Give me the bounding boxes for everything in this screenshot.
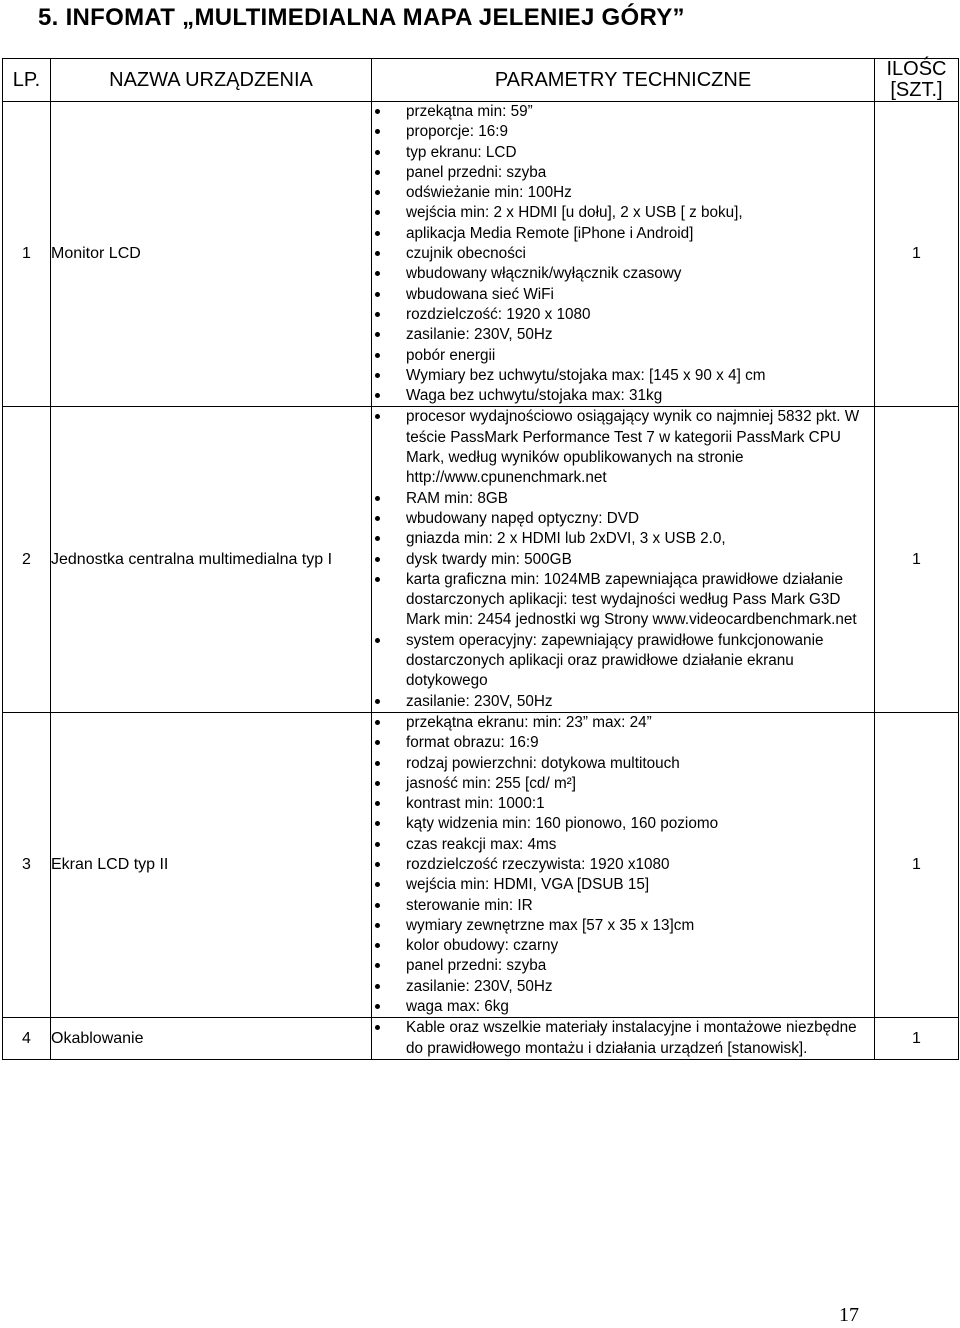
header-quantity-line2: [SZT.] <box>890 79 943 101</box>
device-name: Okablowanie <box>51 1018 372 1060</box>
param-item: sterowanie min: IR <box>372 896 870 916</box>
param-item: kolor obudowy: czarny <box>372 936 870 956</box>
param-item: kontrast min: 1000:1 <box>372 794 870 814</box>
param-item: panel przedni: szyba <box>372 956 870 976</box>
table-header-row <box>3 59 959 102</box>
params-list <box>372 1018 874 1059</box>
param-item: zasilanie: 230V, 50Hz <box>372 325 870 345</box>
params-cell <box>372 712 875 1017</box>
param-item: gniazda min: 2 x HDMI lub 2xDVI, 3 x USB 2.0, <box>372 529 870 549</box>
table-row <box>3 102 959 407</box>
param-item: wbudowany włącznik/wyłącznik czasowy <box>372 264 870 284</box>
device-name: Monitor LCD <box>51 102 372 407</box>
param-item: wejścia min: 2 x HDMI [u dołu], 2 x USB [ z boku], <box>372 203 870 223</box>
params-cell <box>372 102 875 407</box>
header-device-name: NAZWA URZĄDZENIA <box>51 59 372 102</box>
params-list <box>372 102 874 406</box>
table-row <box>3 407 959 712</box>
row-number: 2 <box>3 407 51 712</box>
params-cell <box>372 1018 875 1060</box>
param-item: wbudowany napęd optyczny: DVD <box>372 509 870 529</box>
row-number: 4 <box>3 1018 51 1060</box>
device-name: Jednostka centralna multimedialna typ I <box>51 407 372 712</box>
param-item: format obrazu: 16:9 <box>372 733 870 753</box>
row-number: 3 <box>3 712 51 1017</box>
param-item: wymiary zewnętrzne max [57 x 35 x 13]cm <box>372 916 870 936</box>
param-item: jasność min: 255 [cd/ m²] <box>372 774 870 794</box>
param-item: kąty widzenia min: 160 pionowo, 160 poziomo <box>372 814 870 834</box>
param-item: pobór energii <box>372 346 870 366</box>
param-item: typ ekranu: LCD <box>372 143 870 163</box>
page-number: 17 <box>839 1304 859 1326</box>
param-item: Waga bez uchwytu/stojaka max: 31kg <box>372 386 870 406</box>
param-item: wbudowana sieć WiFi <box>372 285 870 305</box>
param-item: procesor wydajnościowo osiągający wynik co najmniej 5832 pkt. W teście PassMark Performance Test 7 w kategorii PassMark CPU Mark, według wyników opublikowanych na stronie http://www.cpunenchmark.net <box>372 407 870 488</box>
param-item: karta graficzna min: 1024MB zapewniająca prawidłowe działanie dostarczonych aplikacji: test wydajności według Pass Mark G3D Mark min: 2454 jednostki wg Strony www.videocardbenchmark.net <box>372 570 870 631</box>
section-title: 5. INFOMAT „MULTIMEDIALNA MAPA JELENIEJ GÓRY” <box>38 4 685 31</box>
header-lp: LP. <box>3 59 51 102</box>
equipment-spec-table <box>2 58 959 1060</box>
header-technical-params: PARAMETRY TECHNICZNE <box>372 59 875 102</box>
param-item: czas reakcji max: 4ms <box>372 835 870 855</box>
param-item: przekątna ekranu: min: 23” max: 24” <box>372 713 870 733</box>
table-row <box>3 712 959 1017</box>
param-item: Kable oraz wszelkie materiały instalacyjne i montażowe niezbędne do prawidłowego montażu i działania urządzeń [stanowisk]. <box>372 1018 870 1059</box>
param-item: waga max: 6kg <box>372 997 870 1017</box>
quantity: 1 <box>875 1018 959 1060</box>
quantity: 1 <box>875 712 959 1017</box>
param-item: zasilanie: 230V, 50Hz <box>372 692 870 712</box>
param-item: czujnik obecności <box>372 244 870 264</box>
param-item: zasilanie: 230V, 50Hz <box>372 977 870 997</box>
quantity: 1 <box>875 407 959 712</box>
param-item: rozdzielczość: 1920 x 1080 <box>372 305 870 325</box>
param-item: panel przedni: szyba <box>372 163 870 183</box>
param-item: odświeżanie min: 100Hz <box>372 183 870 203</box>
param-item: Wymiary bez uchwytu/stojaka max: [145 x 90 x 4] cm <box>372 366 870 386</box>
param-item: wejścia min: HDMI, VGA [DSUB 15] <box>372 875 870 895</box>
header-quantity-line1: ILOŚC <box>886 58 947 80</box>
param-item: rozdzielczość rzeczywista: 1920 x1080 <box>372 855 870 875</box>
device-name: Ekran LCD typ II <box>51 712 372 1017</box>
param-item: dysk twardy min: 500GB <box>372 550 870 570</box>
param-item: RAM min: 8GB <box>372 489 870 509</box>
params-list <box>372 713 874 1017</box>
params-cell <box>372 407 875 712</box>
param-item: proporcje: 16:9 <box>372 122 870 142</box>
param-item: rodzaj powierzchni: dotykowa multitouch <box>372 754 870 774</box>
row-number: 1 <box>3 102 51 407</box>
header-quantity <box>875 59 959 102</box>
param-item: system operacyjny: zapewniający prawidłowe funkcjonowanie dostarczonych aplikacji oraz prawidłowe działanie ekranu dotykowego <box>372 631 870 692</box>
param-item: aplikacja Media Remote [iPhone i Android] <box>372 224 870 244</box>
quantity: 1 <box>875 102 959 407</box>
param-item: przekątna min: 59” <box>372 102 870 122</box>
table-row <box>3 1018 959 1060</box>
params-list <box>372 407 874 711</box>
